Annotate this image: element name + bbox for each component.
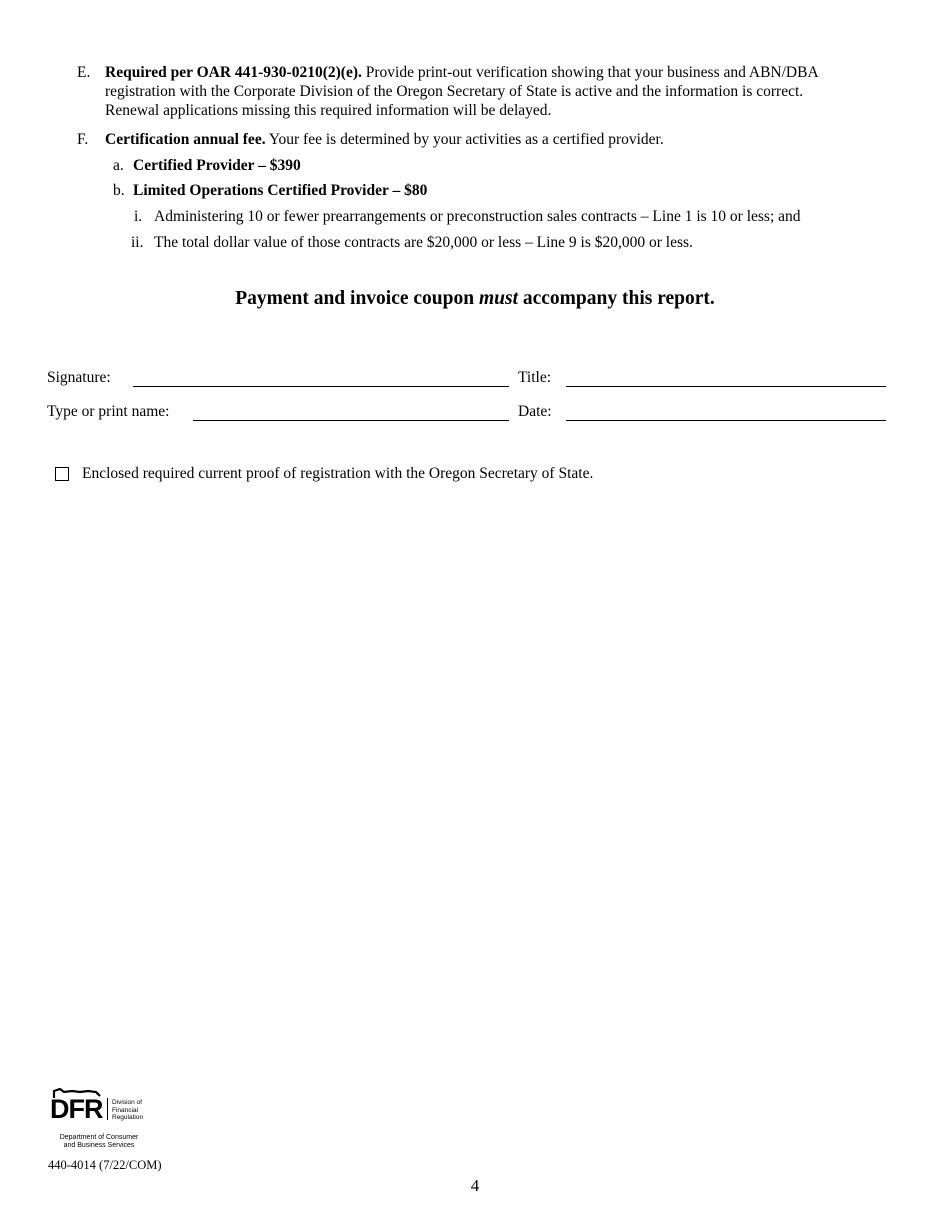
item-f-i-text: Administering 10 or fewer prearrangements or preconstruction sales contracts – Line 1 is 10 or less; and — [154, 208, 801, 225]
item-f-ii-marker: ii. — [131, 234, 144, 251]
item-f-bold-lead: Certification annual fee. — [105, 131, 266, 148]
dfr-logo — [50, 1088, 160, 1152]
title-label: Title: — [518, 369, 552, 386]
registration-proof-label: Enclosed required current proof of registration with the Oregon Secretary of State. — [82, 465, 594, 482]
logo-department-text — [56, 1134, 142, 1150]
item-f-b-marker: b. — [113, 182, 125, 199]
notice-emphasis: must — [478, 288, 518, 309]
item-e-line3: Renewal applications missing this required information will be delayed. — [105, 102, 552, 119]
item-f-b-text: Limited Operations Certified Provider – $80 — [133, 182, 428, 199]
payment-notice-heading — [0, 288, 950, 310]
registration-proof-checkbox[interactable] — [55, 467, 69, 481]
date-label: Date: — [518, 403, 552, 420]
logo-division-line1: Division of — [112, 1099, 142, 1106]
item-e-line2: registration with the Corporate Division of the Oregon Secretary of State is active and the information is correct. — [105, 83, 804, 100]
form-number: 440-4014 (7/22/COM) — [48, 1158, 162, 1172]
date-line[interactable] — [566, 420, 886, 421]
notice-before: Payment and invoice coupon — [235, 288, 479, 309]
page-number: 4 — [470, 1176, 480, 1195]
logo-dept-line1: Department of Consumer — [59, 1134, 139, 1141]
logo-divider — [107, 1098, 108, 1120]
item-f-line — [105, 130, 664, 150]
item-f-ii-text: The total dollar value of those contracts are $20,000 or less – Line 9 is $20,000 or less. — [154, 234, 693, 251]
item-f-a-marker: a. — [113, 157, 124, 174]
item-f-rest: Your fee is determined by your activities as a certified provider. — [265, 131, 664, 148]
item-f-marker: F. — [77, 131, 89, 148]
logo-division-line3: Regulation — [112, 1114, 144, 1121]
item-e-line1-rest: Provide print-out verification showing that your business and ABN/DBA — [361, 64, 819, 81]
title-line[interactable] — [566, 386, 886, 387]
print-name-label: Type or print name: — [47, 403, 170, 420]
item-e-line1 — [105, 63, 819, 83]
notice-after: accompany this report. — [518, 288, 715, 309]
item-f-a-text: Certified Provider – $390 — [133, 157, 301, 174]
signature-label: Signature: — [47, 369, 111, 386]
item-e-marker: E. — [77, 64, 91, 81]
item-e-bold-lead: Required per OAR 441-930-0210(2)(e). — [105, 64, 362, 81]
print-name-line[interactable] — [193, 420, 509, 421]
logo-abbrev: DFR — [50, 1094, 103, 1124]
item-f-i-marker: i. — [134, 208, 143, 225]
logo-dept-line2: and Business Services — [63, 1142, 135, 1149]
logo-division-text — [112, 1099, 143, 1122]
logo-division-line2: Financial — [112, 1106, 139, 1114]
signature-line[interactable] — [133, 386, 509, 387]
